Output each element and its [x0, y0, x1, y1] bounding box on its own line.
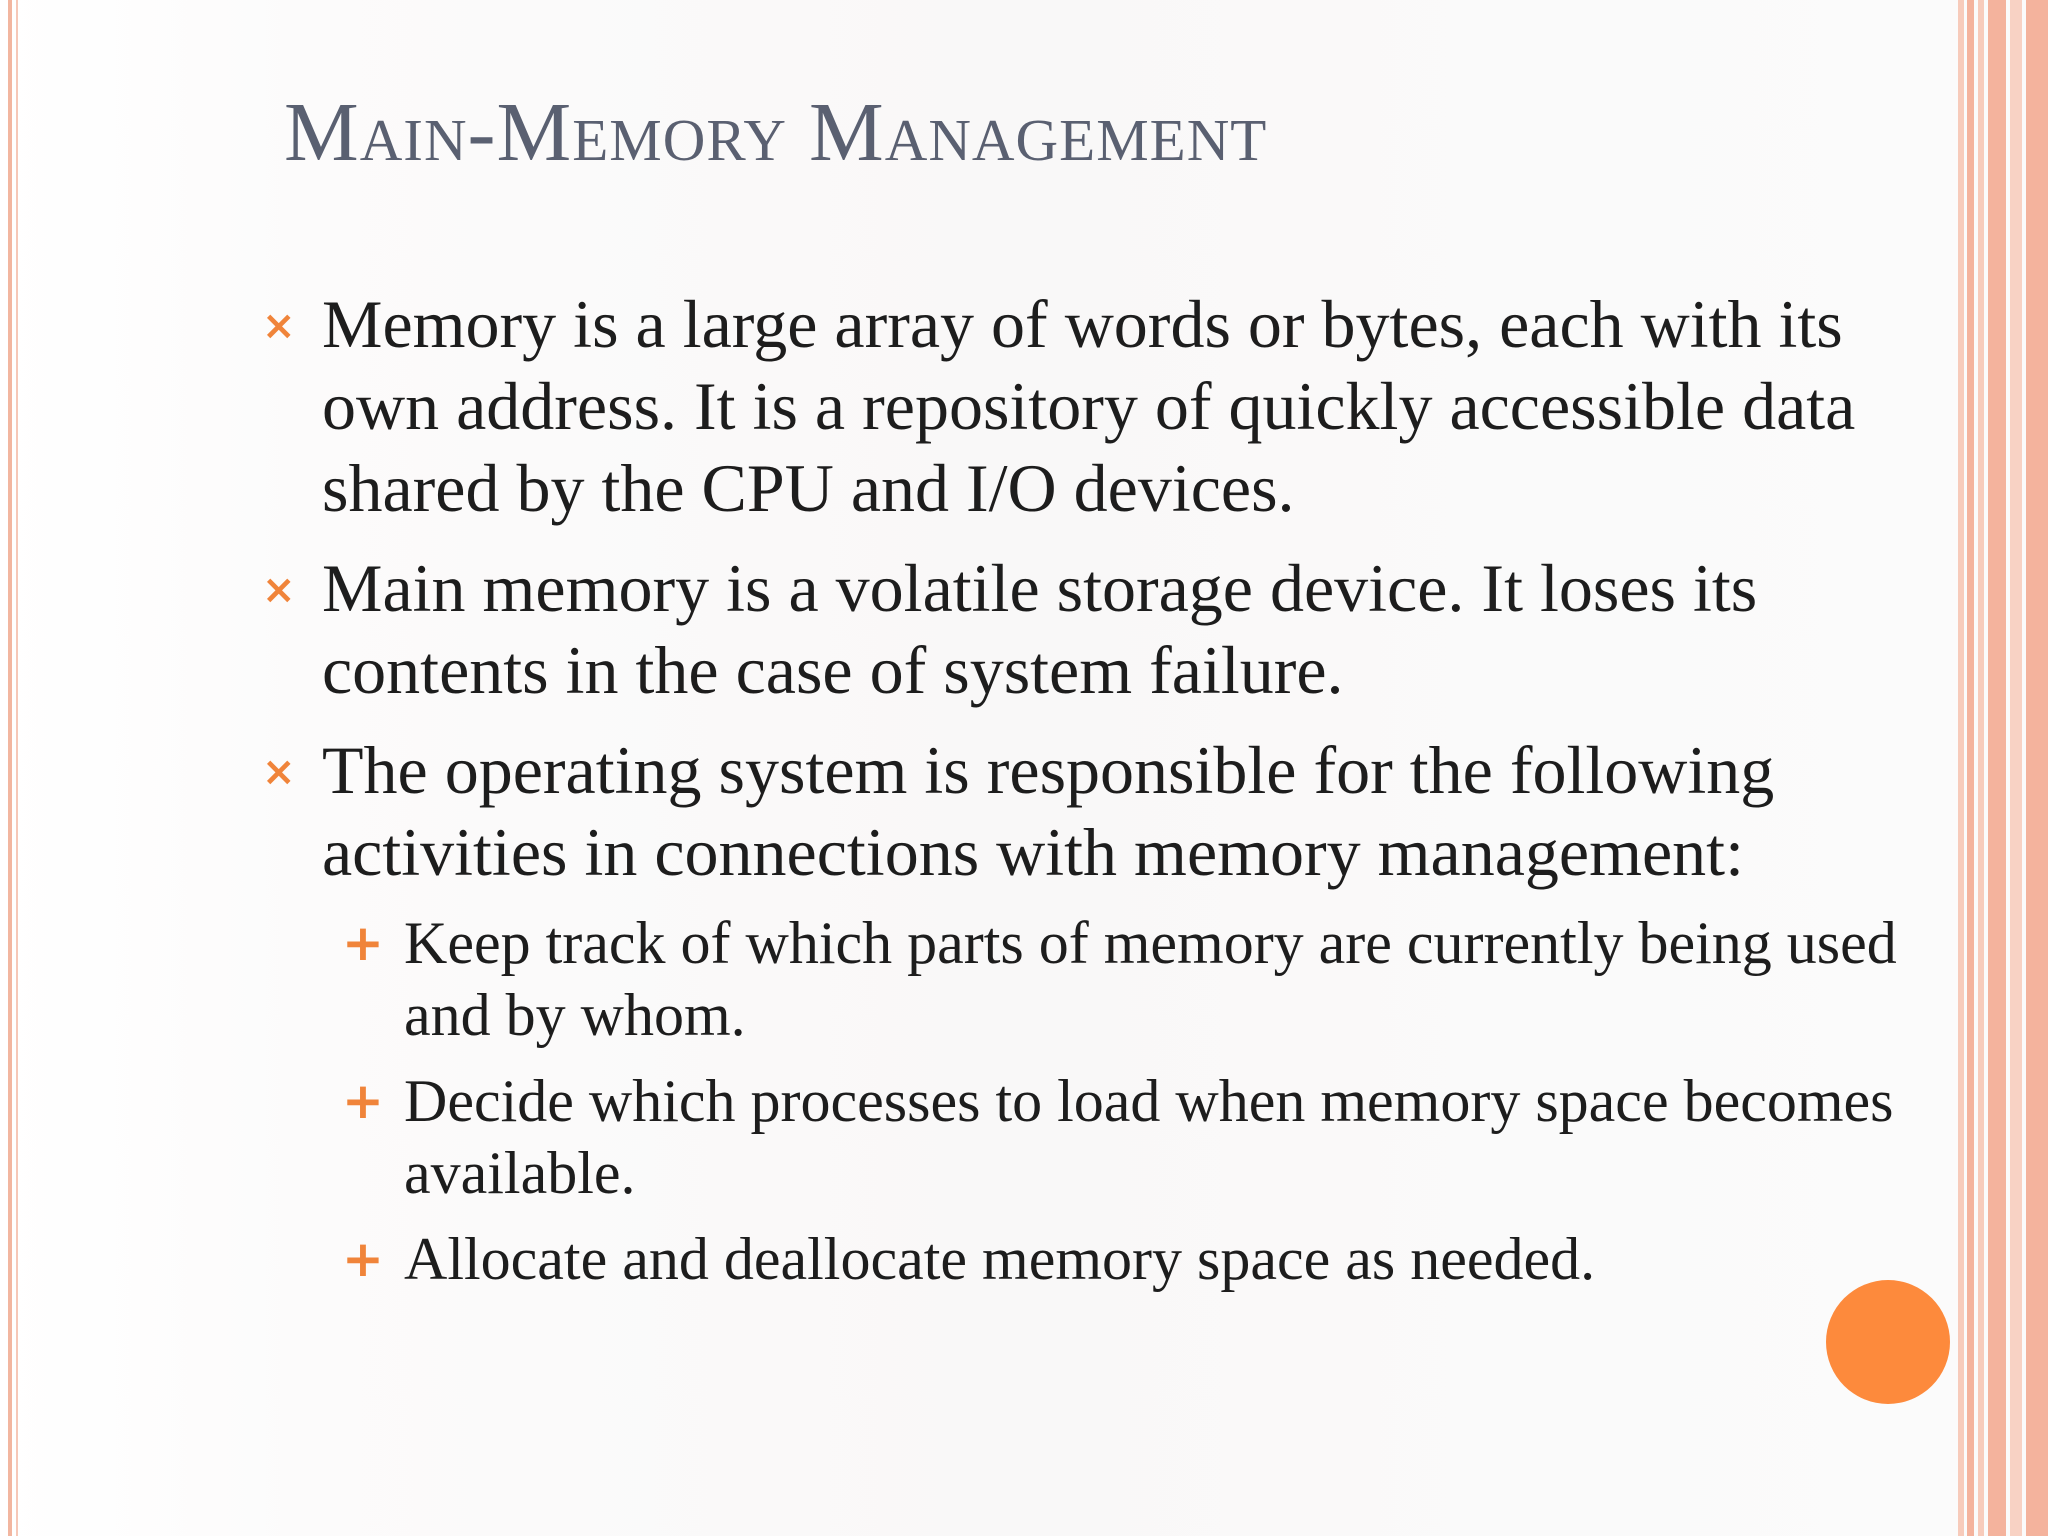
slide-title: Main-Memory Management — [284, 86, 1268, 179]
x-mark-bullet-icon: × — [262, 567, 296, 613]
sub-bullet-text: Decide which processes to load when memory space becomes available. — [404, 1068, 1894, 1206]
plus-bullet-icon: + — [342, 1230, 384, 1288]
bullet-list — [262, 283, 1942, 1295]
right-border-stripe — [2010, 0, 2022, 1536]
sub-bullet-item — [342, 907, 1942, 1051]
right-border-stripe — [2026, 0, 2048, 1536]
orange-circle — [1826, 1280, 1950, 1404]
sub-bullet-item — [342, 1065, 1942, 1209]
left-border-stripe — [8, 0, 12, 1536]
plus-bullet-icon: + — [342, 914, 384, 972]
right-border-stripe — [1958, 0, 1964, 1536]
plus-bullet-icon: + — [342, 1072, 384, 1130]
bullet-text: The operating system is responsible for the following activities in connections with memory management: — [322, 732, 1775, 890]
right-border-stripe — [1967, 0, 1974, 1536]
bullet-item — [262, 729, 1942, 1295]
left-border-stripe — [16, 0, 18, 1536]
slide-body — [262, 283, 1942, 1313]
x-mark-bullet-icon: × — [262, 303, 296, 349]
right-border-stripe — [1978, 0, 1984, 1536]
bullet-text: Memory is a large array of words or bytes, each with its own address. It is a repository of quickly accessible data shared by the CPU and I/O devices. — [322, 286, 1856, 526]
bullet-text: Main memory is a volatile storage device. It loses its contents in the case of system failure. — [322, 550, 1758, 708]
sub-bullet-item — [342, 1223, 1942, 1295]
sub-bullet-text: Keep track of which parts of memory are currently being used and by whom. — [404, 910, 1897, 1048]
sub-bullet-text: Allocate and deallocate memory space as needed. — [404, 1226, 1596, 1292]
bullet-item — [262, 283, 1942, 529]
bullet-item — [262, 547, 1942, 711]
sub-bullet-list — [322, 907, 1942, 1295]
x-mark-bullet-icon: × — [262, 749, 296, 795]
right-border-stripe — [1988, 0, 2006, 1536]
